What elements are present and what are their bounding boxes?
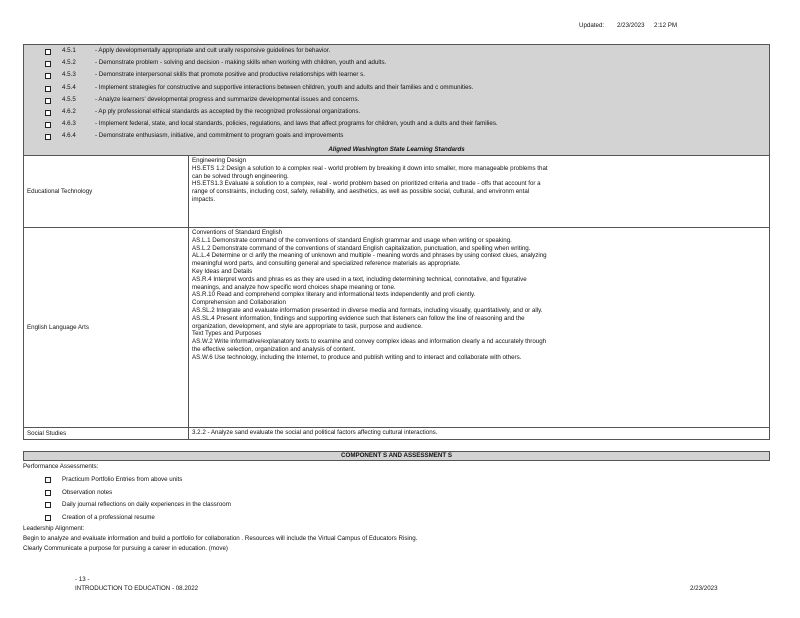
standard-line: the effective selection, organization and analysis of content. [192,345,356,353]
standard-code: 4.6.2 [62,108,76,115]
standard-line: AS.W.6 Use technology, including the Internet, to produce and publish writing and to interact and collaborate with others. [192,353,522,361]
updated-label: Updated: [579,22,605,29]
standard-line: Conventions of Standard English [192,229,283,236]
standard-text: - Implement strategies for constructive and supportive interactions between children, youth and adults and their families and c ommunities. [95,83,474,91]
standard-line: HS.ETS1.3 Evaluate a solution to a complex, real - world problem based on prioritized criteria and trade - offs that account for a [192,180,541,188]
standard-line: AS.L.2 Demonstrate command of the conventions of standard English capitalization, punctuation, and spelling when writing. [192,244,531,252]
standard-line: can be solved through engineering. [192,172,289,180]
standard-line: Comprehension and Collaboration [192,299,286,307]
checkbox-bullet-icon [45,49,51,55]
footer-page-number: - 13 - [75,576,90,583]
standard-code: 4.6.3 [62,120,76,128]
standard-text: - Apply developmentally appropriate and cult urally responsive guidelines for behavior. [95,47,331,54]
standard-line: range of constraints, including cost, safety, reliability, and aesthetics, as well as possible social, cultural, and environm ental [192,188,530,196]
checkbox-bullet-icon [45,515,51,521]
checkbox-bullet-icon [45,122,51,128]
standard-code: 4.6.4 [62,132,76,140]
standard-line: AS.R.4 Interpret words and phras es as they are used in a text, including determining technical, connotative, and figurative [192,275,527,283]
standard-line: AS.L.1 Demonstrate command of the conventions of standard English grammar and usage when writing or speaking. [192,236,512,244]
subject-cell: Social Studies [24,428,189,440]
standard-text: - Ap ply professional ethical standards as accepted by the recognized professional organizations. [95,108,361,115]
performance-item-text: Practicum Portfolio Entries from above units [62,476,183,483]
standard-line: Key Ideas and Details [192,267,253,275]
footer-date: 2/23/2023 [690,585,718,592]
performance-item-text: Observation notes [62,488,113,496]
performance-item-text: Creation of a professional resume [62,513,155,521]
standard-line: AL.L.4 Determine or cl arify the meaning of unknown and multiple - meaning words and phrases by using context clues, analyzing [192,252,547,260]
standard-line: AS.SL.2 Integrate and evaluate information presented in diverse media and formats, including visually, quantitatively, and or ally. [192,306,543,314]
checkbox-bullet-icon [45,61,51,67]
standard-text: - Demonstrate interpersonal skills that promote positive and productive relationships with learner s. [95,71,365,79]
alignment-row [24,228,770,428]
standard-text: - Analyze learners' developmental progress and summarize developmental issues and concerns. [95,95,360,103]
alignment-table [23,155,770,440]
checkbox-bullet-icon [45,98,51,104]
standard-code: 4.5.1 [62,47,76,54]
standard-line: meanings, and analyze how specific word choices shape meaning or tone. [192,283,396,291]
checkbox-bullet-icon [45,73,51,79]
standard-line: Engineering Design [192,157,247,164]
components-assessments-bar: COMPONENT S AND ASSESSMENT S [23,451,770,461]
checkbox-bullet-icon [45,490,51,496]
updated-header [0,22,800,32]
alignment-row [24,428,770,440]
standard-code: 4.5.5 [62,95,76,103]
standard-line: Text Types and Purposes [192,330,262,338]
standard-line: organization, development, and style are appropriate to task, purpose and audience. [192,322,423,330]
alignment-row [24,156,770,228]
checkbox-bullet-icon [45,477,51,483]
updated-time: 2:12 PM [654,22,678,29]
standard-text: - Implement federal, state, and local standards, policies, regulations, and laws that affect programs for children, youth and a dults and their families. [95,120,498,128]
subject-cell: English Language Arts [24,228,189,428]
checkbox-bullet-icon [45,86,51,92]
standard-line: meaningful word parts, and consulting general and specialized reference materials as appropriate. [192,260,461,268]
standards-cell [189,156,770,228]
checkbox-bullet-icon [45,110,51,116]
checkbox-bullet-icon [45,134,51,140]
standard-line: AS.W.2 Write informative/explanatory texts to examine and convey complex ideas and information clearly a nd accurately through [192,338,547,346]
updated-date: 2/23/2023 [617,22,645,29]
subject-cell: Educational Technology [24,156,189,228]
aligned-standards-title: Aligned Washington State Learning Standards [328,146,465,153]
leadership-line-2: Clearly Communicate a purpose for pursuing a career in education. (move) [23,545,228,552]
standard-line: AS.SL.4 Present information, findings and supporting evidence such that listeners can follow the line of reasoning and the [192,314,525,322]
standard-line: HS.ETS 1.2 Design a solution to a complex real - world problem by breaking it down into smaller, more manageable problems that [192,164,548,172]
leadership-heading: Leadership Alignment: [23,525,85,532]
standards-cell [189,428,770,440]
standard-code: 4.5.3 [62,71,76,79]
standard-line: impacts. [192,195,216,203]
standard-line: 3.2.2 - Analyze sand evaluate the social and political factors affecting cultural interactions. [192,429,438,436]
standard-code: 4.5.4 [62,83,76,91]
standard-text: - Demonstrate problem - solving and decision - making skills when working with children, youth and adults. [95,59,387,67]
footer-course: INTRODUCTION TO EDUCATION - 08.2022 [75,585,199,592]
leadership-line-1: Begin to analyze and evaluate information and build a portfolio for collaboration . Resources will include the Virtual Campus of Educators Rising. [23,535,418,542]
standard-line: AS.R.10 Read and comprehend complex literary and informational texts independently and profi ciently. [192,291,476,299]
standard-code: 4.5.2 [62,59,76,67]
performance-item-text: Daily journal reflections on daily experiences in the classroom [62,501,231,508]
standard-text: - Demonstrate enthusiasm, initiative, and commitment to program goals and improvements [95,132,344,140]
checkbox-bullet-icon [45,502,51,508]
performance-heading: Performance Assessments: [23,463,99,470]
standards-cell [189,228,770,428]
